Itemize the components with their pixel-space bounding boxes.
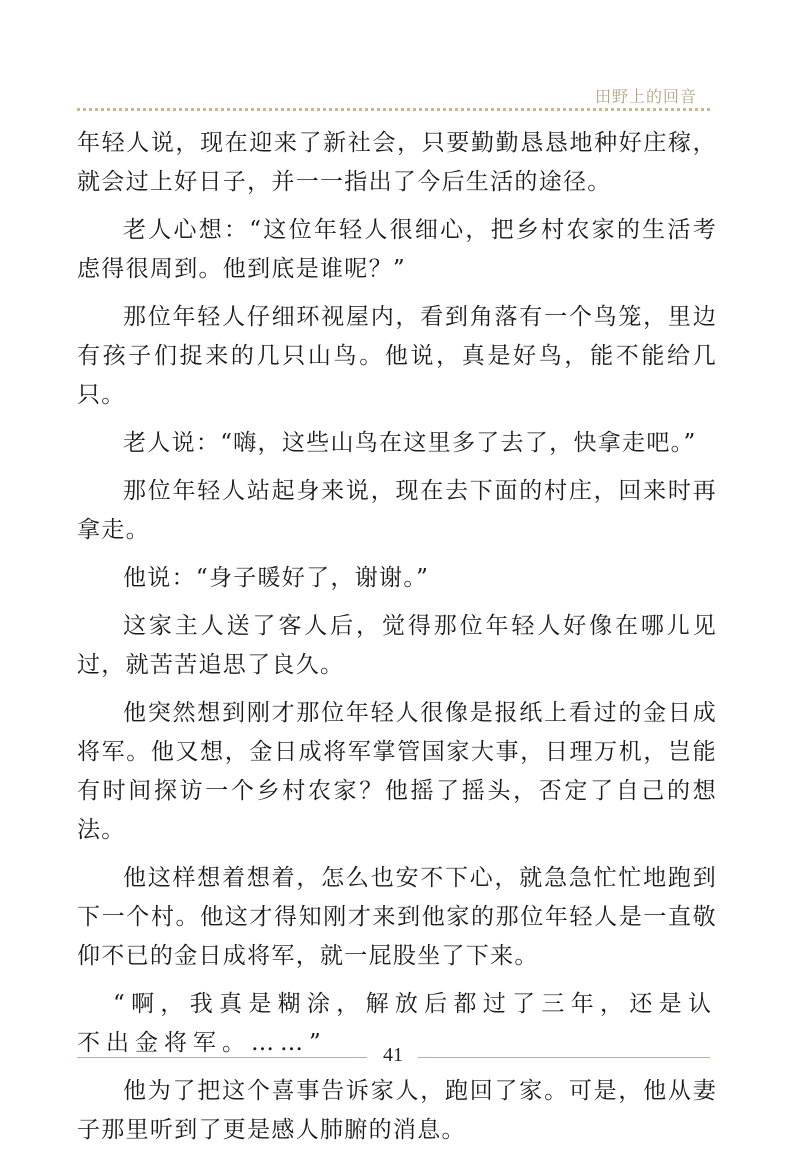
paragraph-9: 他这样想着想着，怎么也安不下心，就急急忙忙地跑到下一个村。他这才得知刚才来到他家的那位年轻人是一直敬仰不已的金日成将军，就一屁股坐了下来。 xyxy=(77,865,717,969)
paragraph-8: 他突然想到刚才那位年轻人很像是报纸上看过的金日成将军。他又想，金日成将军掌管国家大事，日理万机，岂能有时间探访一个乡村农家？他摇了摇头，否定了自己的想法。 xyxy=(77,700,717,843)
header-dotted-divider xyxy=(77,108,710,111)
footer-divider-left xyxy=(77,1057,367,1058)
paragraph-7: 这家主人送了客人后，觉得那位年轻人好像在哪儿见过，就苦苦追思了良久。 xyxy=(77,613,717,678)
paragraph-4: 老人说：“嗨，这些山鸟在这里多了去了，快拿走吧。” xyxy=(123,430,697,456)
page-number: 41 xyxy=(383,1044,403,1066)
paragraph-11: 他为了把这个喜事告诉家人，跑回了家。可是，他从妻子那里听到了更是感人肺腑的消息。 xyxy=(77,1078,717,1143)
paragraph-2: 老人心想：“这位年轻人很细心，把乡村农家的生活考虑得很周到。他到底是谁呢？” xyxy=(77,217,717,282)
paragraph-6: 他说：“身子暖好了，谢谢。” xyxy=(123,565,430,591)
running-header-title: 田野上的回音 xyxy=(594,87,697,106)
paragraph-3: 那位年轻人仔细环视屋内，看到角落有一个鸟笼，里边有孩子们捉来的几只山鸟。他说，真是好鸟，能不能给几只。 xyxy=(77,304,717,408)
footer-divider-right xyxy=(418,1057,710,1058)
body-text xyxy=(77,124,717,1159)
paragraph-10: “啊，我真是糊涂，解放后都过了三年，还是认不出金将军。……” xyxy=(77,991,717,1056)
paragraph-5: 那位年轻人站起身来说，现在去下面的村庄，回来时再拿走。 xyxy=(77,478,717,543)
paragraph-1: 年轻人说，现在迎来了新社会，只要勤勤恳恳地种好庄稼，就会过上好日子，并一一指出了今后生活的途径。 xyxy=(77,130,717,195)
